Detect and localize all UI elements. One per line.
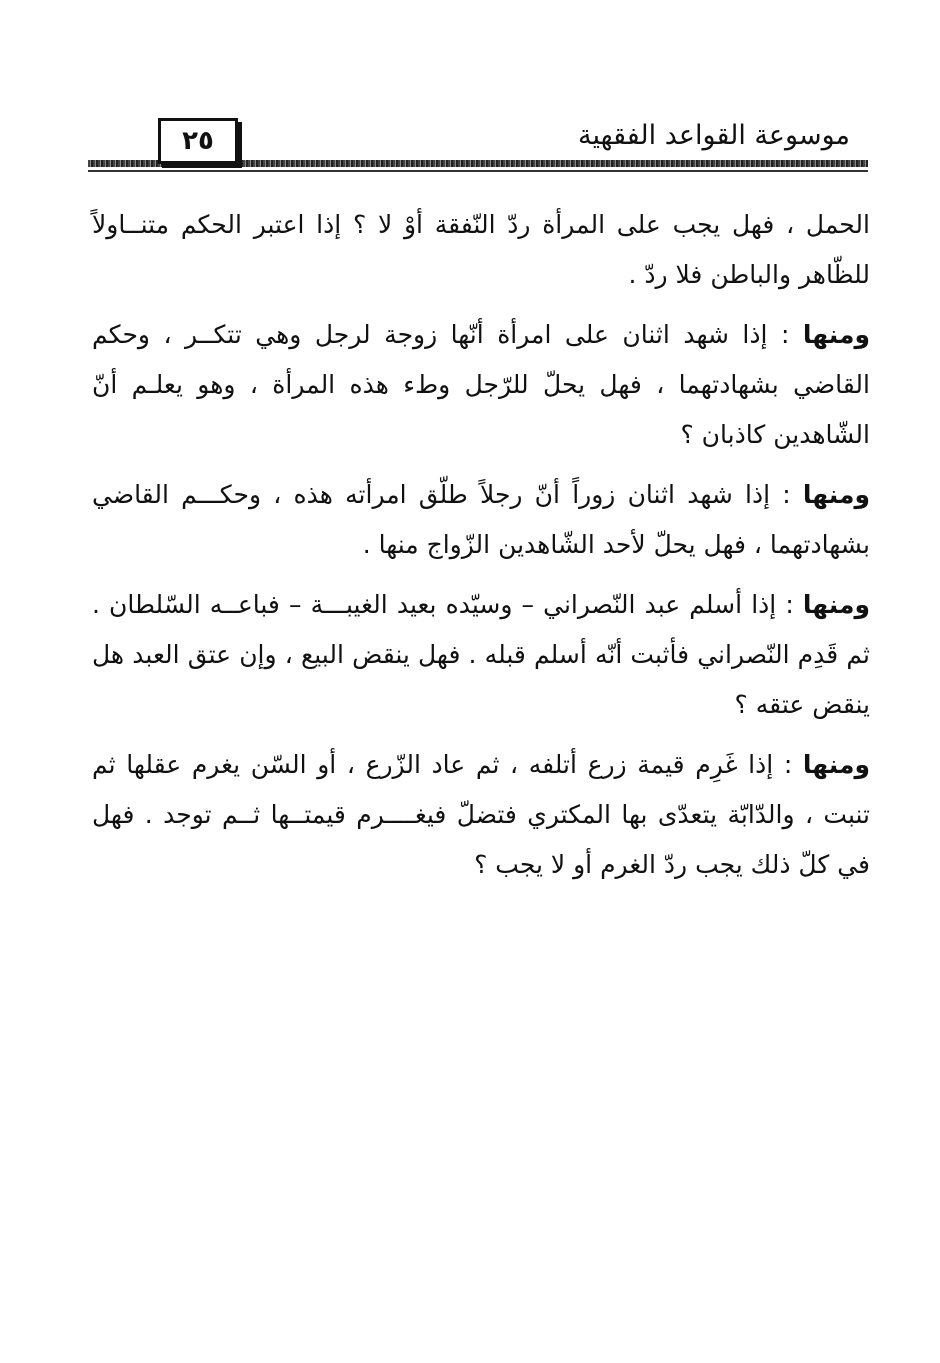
header-rule-thin [88,170,868,172]
page-number: ٢٥ [158,118,238,164]
paragraph-text: : إذا شهد اثنان على امرأة أنّها زوجة لرجل وهي تتكــر ، وحكم القاضي بشهادتهما ، فهل يحلّ للرّجل وطء هذه المرأة ، وهو يعلـم أنّ الشّاهدين كاذبان ؟ [92,320,870,449]
paragraph-text: : إذا غَرِم قيمة زرع أتلفه ، ثم عاد الزّرع ، أو السّن يغرم عقلها ثم تنبت ، والدّابّة يتعدّى بها المكتري فتضلّ فيغــــرم قيمتــها ثــم توجد . فهل في كلّ ذلك يجب ردّ الغرم أو لا يجب ؟ [92,750,870,879]
paragraph [92,470,870,570]
paragraph-lead: ومنها [802,750,870,779]
paragraph [92,580,870,730]
paragraph [92,740,870,890]
paragraph-text: : إذا أسلم عبد النّصراني – وسيّده بعيد الغيبـــة – فباعــه السّلطان . ثم قَدِم النّصراني فأثبت أنّه أسلم قبله . فهل ينقض البيع ، وإن عتق العبد هل ينقض عتقه ؟ [92,590,870,719]
paragraph-lead: ومنها [802,480,870,509]
paragraph [92,200,870,300]
paragraph-text: : إذا شهد اثنان زوراً أنّ رجلاً طلّق امرأته هذه ، وحكـــم القاضي بشهادتهما ، فهل يحلّ لأحد الشّاهدين الزّواج منها . [92,480,870,559]
page-header [88,118,868,176]
book-title: موسوعة القواعد الفقهية [578,120,850,151]
page-body [92,200,870,900]
paragraph [92,310,870,460]
paragraph-text: الحمل ، فهل يجب على المرأة ردّ النّفقة أوْ لا ؟ إذا اعتبر الحكم متنــاولاً للظّاهر والباطن فلا ردّ . [92,210,870,289]
paragraph-lead: ومنها [802,590,870,619]
paragraph-lead: ومنها [802,320,870,349]
